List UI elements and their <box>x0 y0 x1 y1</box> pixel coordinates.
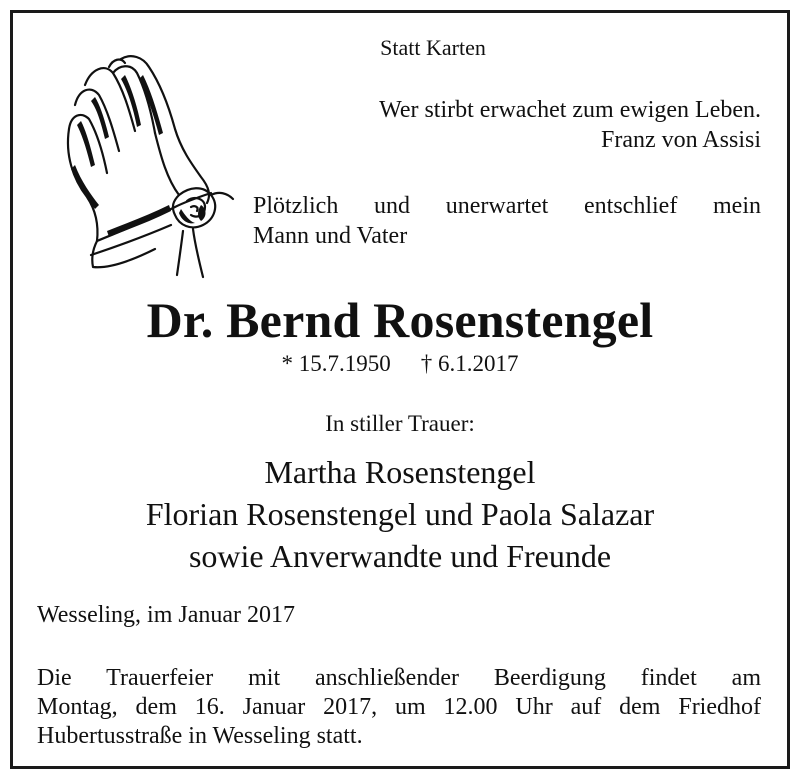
funeral-notice <box>37 664 761 751</box>
life-dates <box>13 351 787 377</box>
quote-author: Franz von Assisi <box>600 127 761 153</box>
death-date: † 6.1.2017 <box>420 351 519 376</box>
obituary-frame <box>10 10 790 769</box>
deceased-name: Dr. Bernd Rosenstengel <box>146 292 654 348</box>
funeral-line-2: Montag, dem 16. Januar 2017, um 12.00 Uhr auf dem Friedhof <box>37 694 761 720</box>
birth-date: * 15.7.1950 <box>281 351 391 376</box>
mourner-name: sowie Anverwandte und Freunde <box>188 538 612 574</box>
quote-text: Wer stirbt erwachet zum ewigen Leben. <box>379 97 761 123</box>
mourners-list <box>13 451 787 577</box>
place-date: Wesseling, im Januar 2017 <box>37 602 296 628</box>
mourner-name: Florian Rosenstengel und Paola Salazar <box>145 496 655 532</box>
funeral-line-1: Die Trauerfeier mit anschließender Beerdigung findet am <box>37 665 761 691</box>
praying-hands-icon <box>51 45 241 285</box>
obituary-content <box>13 13 787 766</box>
mourning-heading: In stiller Trauer: <box>325 411 475 436</box>
quote-block <box>379 95 761 155</box>
mourner-name: Martha Rosenstengel <box>264 454 536 490</box>
funeral-line-3: Hubertusstraße in Wesseling statt. <box>37 723 363 749</box>
statt-karten-heading: Statt Karten <box>380 35 486 60</box>
intro-line-1: Plötzlich und unerwartet entschlief mein <box>253 193 761 219</box>
intro-line-2: Mann und Vater <box>253 223 408 249</box>
intro-text <box>253 191 761 251</box>
